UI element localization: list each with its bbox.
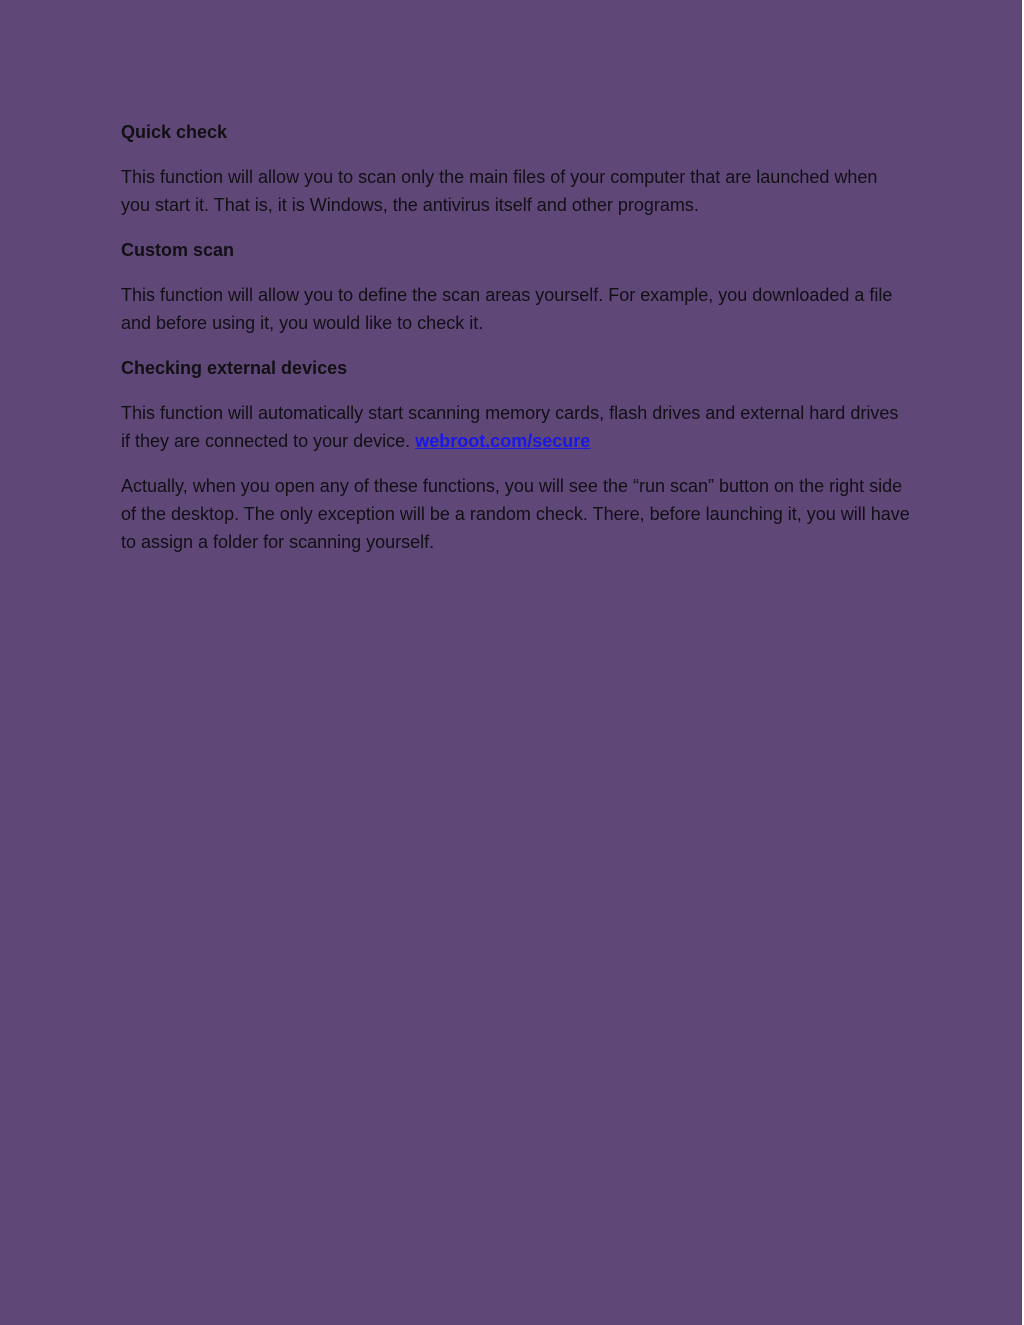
webroot-secure-link[interactable]: webroot.com/secure bbox=[415, 431, 591, 451]
section-heading-custom-scan: Custom scan bbox=[121, 240, 235, 260]
document-body bbox=[121, 118, 911, 573]
section-heading-external-devices: Checking external devices bbox=[121, 358, 348, 378]
section-body-external-devices-text: This function will automatically start scanning memory cards, flash drives and external hard drives if they are connected to your device. bbox=[121, 403, 899, 451]
section-body-quick-check: This function will allow you to scan only the main files of your computer that are launched when you start it. That is, it is Windows, the antivirus itself and other programs. bbox=[121, 167, 878, 215]
section-body-custom-scan: This function will allow you to define the scan areas yourself. For example, you downloaded a file and before using it, you would like to check it. bbox=[121, 285, 893, 333]
closing-paragraph: Actually, when you open any of these functions, you will see the “run scan” button on the right side of the desktop. The only exception will be a random check. There, before launching it, you will have to assign a folder for scanning yourself. bbox=[121, 476, 910, 552]
section-body-external-devices bbox=[121, 399, 911, 455]
section-heading-quick-check: Quick check bbox=[121, 122, 228, 142]
